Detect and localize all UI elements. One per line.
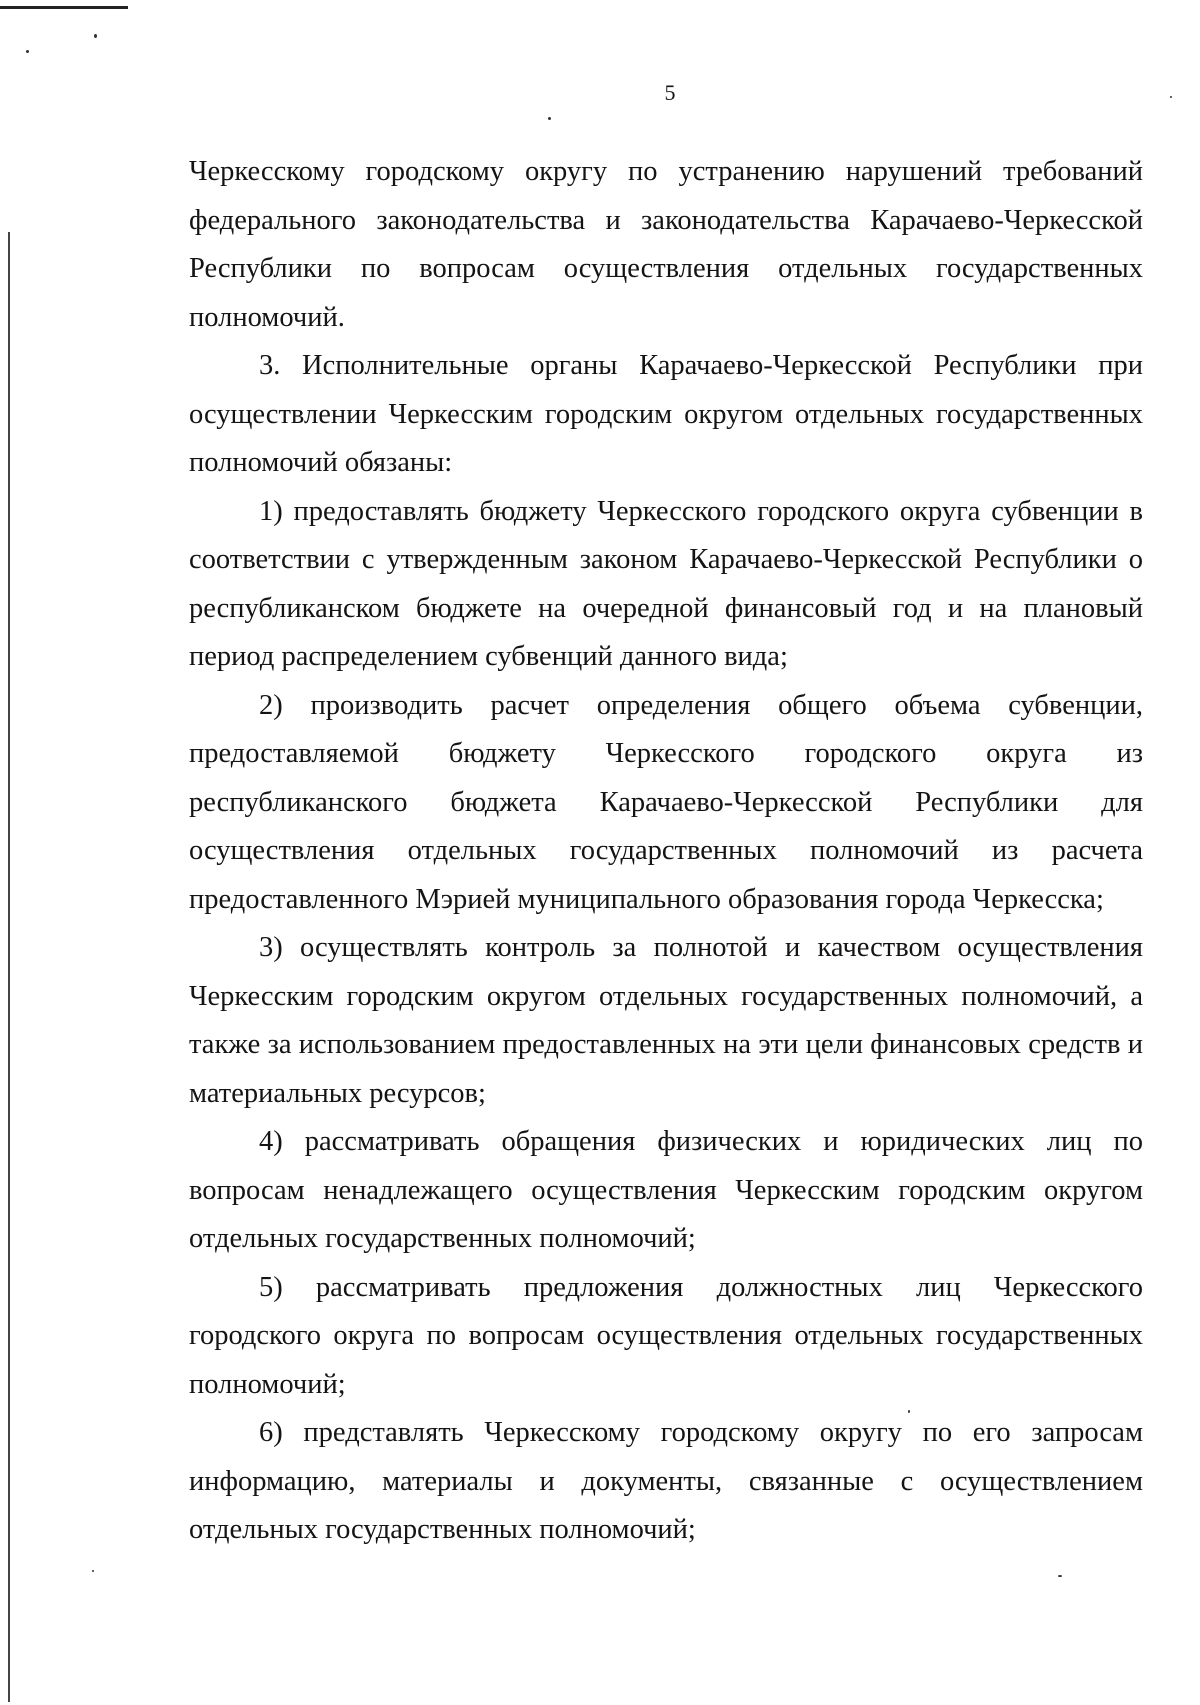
document-body [189, 148, 1143, 1555]
paragraph-item-4: 4) рассматривать обращения физических и юридических лиц по вопросам ненадлежащего осуществления Черкесским городским округом отдельных государственных полномочий; [189, 1126, 1143, 1254]
paragraph-item-5: 5) рассматривать предложения должностных лиц Черкесского городского округа по вопросам осуществления отдельных государственных полномочий; [189, 1271, 1143, 1400]
scan-speck [92, 1570, 94, 1572]
scan-speck [26, 50, 29, 53]
scan-speck [94, 34, 97, 38]
paragraph-item-1: 1) предоставлять бюджету Черкесского городского округа субвенции в соответствии с утвержденным законом Карачаево-Черкесской Республики о республиканском бюджете на очередной финансовый год и на плановый период распределением субвенций данного вида; [189, 495, 1143, 672]
scan-edge-line-top [0, 6, 128, 9]
paragraph-item-2: 2) производить расчет определения общего объема субвенции, предоставляемой бюджету Черкесского городского округа из республиканского бюджета Карачаево-Черкесской Республики для осуществления отдельных государственных полномочий из расчета предоставленного Мэрией муниципального образования города Черкесска; [189, 689, 1143, 915]
paragraph-continuation: Черкесскому городскому округу по устранению нарушений требований федерального законодательства и законодательства Карачаево-Черкесской Республики по вопросам осуществления отдельных государственных полномочий. [189, 156, 1143, 333]
scan-speck [548, 117, 551, 120]
scan-edge-line-left [8, 232, 10, 1702]
scan-speck [1170, 96, 1172, 98]
paragraph-item-6: 6) представлять Черкесскому городскому округу по его запросам информацию, материалы и документы, связанные с осуществлением отдельных государственных полномочий; [189, 1417, 1143, 1545]
paragraph-item-3: 3) осуществлять контроль за полнотой и качеством осуществления Черкесским городским округом отдельных государственных полномочий, а также за использованием предоставленных на эти цели финансовых средств и материальных ресурсов; [189, 932, 1143, 1109]
paragraph-section-3: 3. Исполнительные органы Карачаево-Черкесской Республики при осуществлении Черкесским городским округом отдельных государственных полномочий обязаны: [189, 350, 1143, 478]
page-number: 5 [664, 80, 676, 105]
scan-speck [1058, 1575, 1062, 1577]
